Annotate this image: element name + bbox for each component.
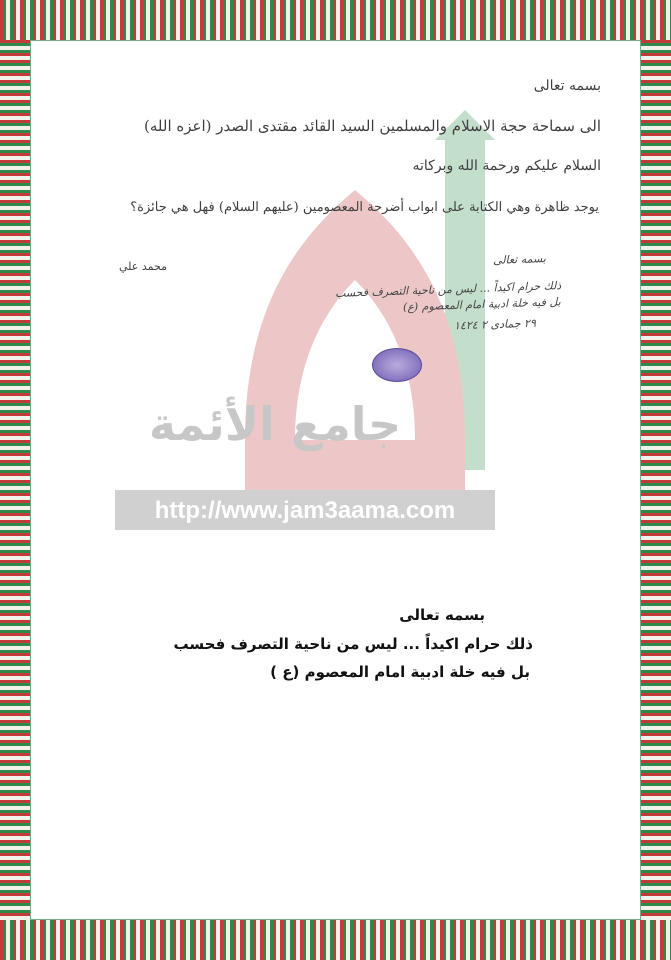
office-seal-stamp: [372, 348, 422, 382]
handwritten-greeting: بسمه تعالى: [492, 252, 547, 267]
jam3aama-watermark: [95, 110, 515, 570]
letter-greeting: بسمه تعالى: [533, 78, 601, 94]
answer-greeting: بسمه تعالى: [399, 606, 485, 624]
letter-salutation: السلام عليكم ورحمة الله وبركاته: [412, 158, 601, 174]
watermark-url: http://www.jam3aama.com: [154, 497, 456, 524]
answer-line: بل فيه خلة ادبية امام المعصوم (ع ): [270, 663, 530, 681]
watermark-logo-text: جامع الأئمة: [148, 397, 402, 451]
letter-question: يوجد ظاهرة وهي الكتابة على ابواب أضرحة المعصومين (عليهم السلام) فهل هي جائزة؟: [130, 200, 599, 215]
ornamental-border-bottom: [0, 920, 671, 960]
handwritten-line: ذلك حرام اكيداً ... ليس من ناحية التصرف فحسب: [334, 279, 562, 300]
handwritten-date: ٢٩ جمادى ٢ ١٤٢٤: [453, 316, 537, 333]
ornamental-border-right: [641, 40, 671, 920]
handwritten-line: بل فيه خلة ادبية امام المعصوم (ع): [403, 295, 562, 314]
answer-line: ذلك حرام اكيداً ... ليس من ناحية التصرف فحسب: [173, 635, 533, 653]
ornamental-border-left: [0, 40, 30, 920]
letter-sender: محمد علي: [119, 260, 167, 273]
letter-address: الى سماحة حجة الاسلام والمسلمين السيد القائد مقتدى الصدر (اعزه الله): [144, 117, 601, 135]
dome-icon: [245, 190, 465, 510]
ornamental-border-top: [0, 0, 671, 40]
